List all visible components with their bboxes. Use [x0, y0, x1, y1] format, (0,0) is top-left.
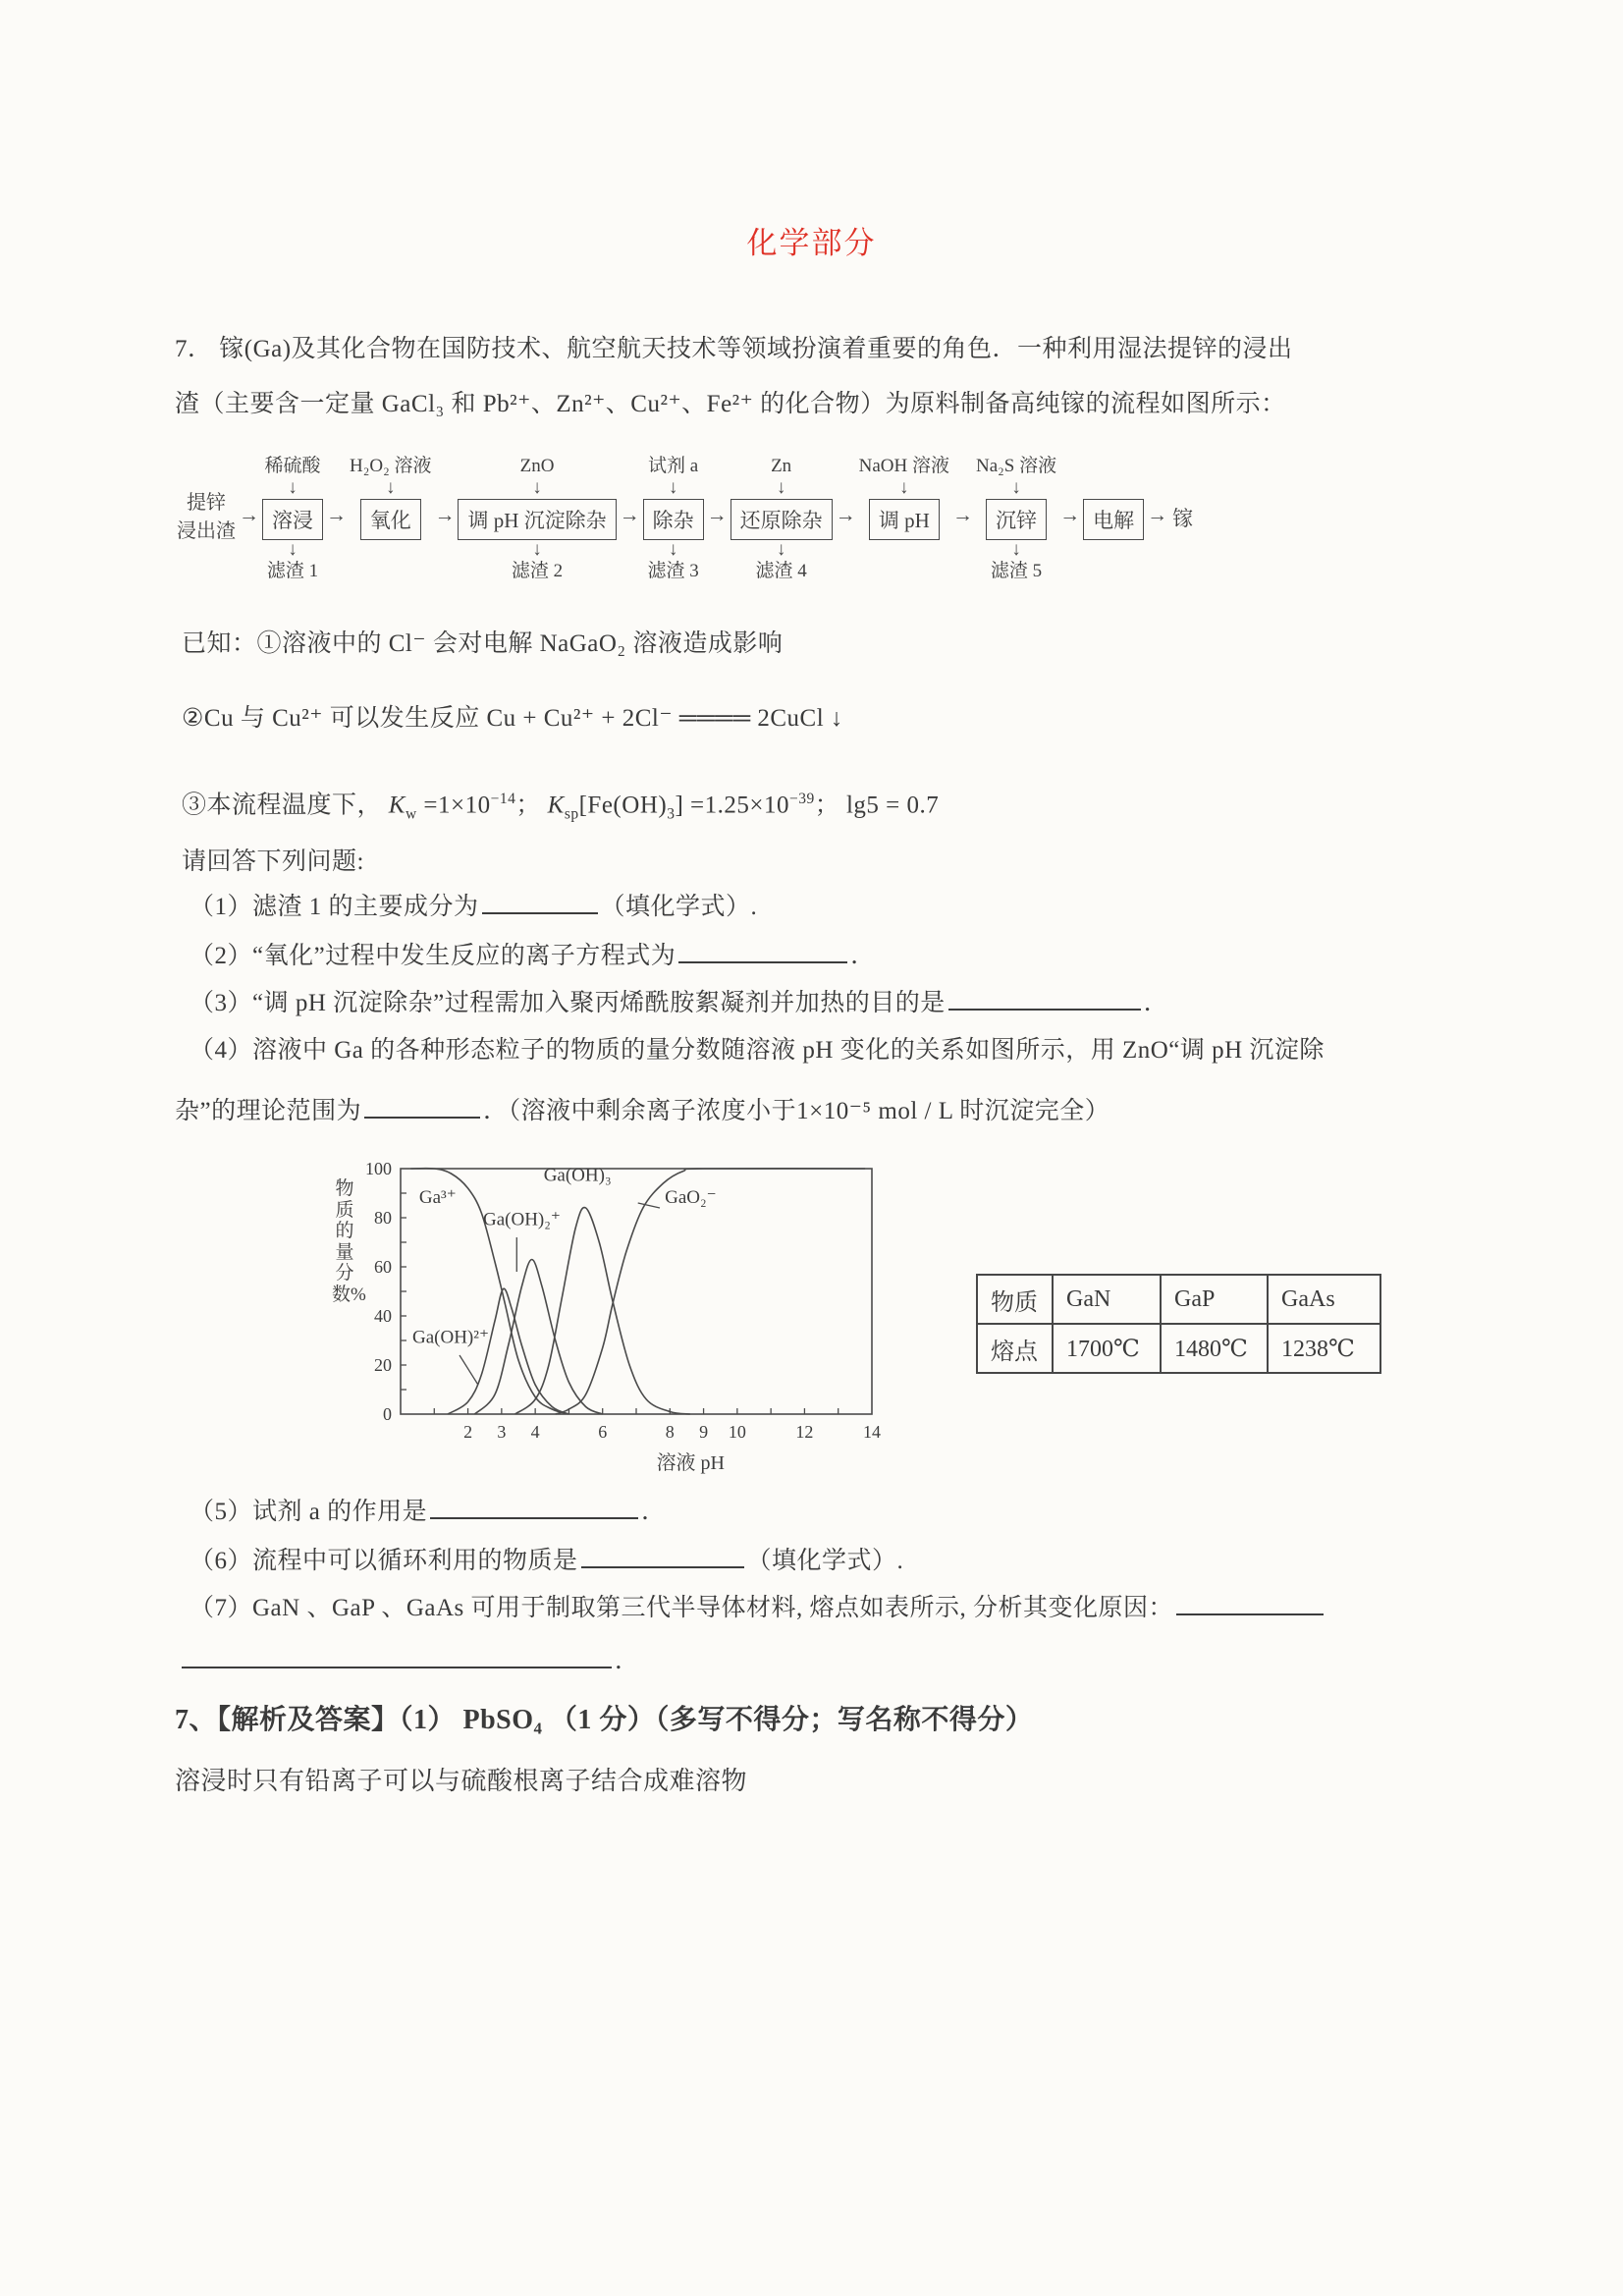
- flow-stage: [458, 440, 616, 597]
- down-arrow-icon: ↓: [776, 539, 786, 560]
- down-arrow-icon: ↓: [288, 539, 298, 560]
- flow-arrow-icon: →: [835, 503, 856, 526]
- ph-distribution-chart: [324, 1157, 972, 1491]
- flow-step-box: 调 pH 沉淀除杂: [458, 499, 616, 540]
- flow-arrow-icon: →: [619, 503, 640, 526]
- flow-stage: [262, 440, 323, 597]
- flow-step-box: 电解: [1083, 499, 1144, 540]
- down-arrow-icon: ↓: [1011, 539, 1021, 560]
- melting-table-cell: 物质: [977, 1275, 1053, 1324]
- flow-input-label: 试剂 a: [648, 456, 699, 477]
- melting-table-cell: 1700℃: [1053, 1324, 1161, 1373]
- flow-step-box: 除杂: [643, 499, 704, 540]
- question-1-text: （1）滤渣 1 的主要成分为: [189, 894, 479, 920]
- down-arrow-icon: ↓: [288, 477, 298, 498]
- question-2-tail: ．: [850, 943, 876, 969]
- question-4-text: 杂”的理论范围为: [175, 1098, 362, 1124]
- known-line3: ③本流程温度下， $K_w =1\times 10^{-14}$； $K_{sp}[Fe(OH)_3] =1.25\times 10^{-39}$； lg5 = 0.7: [182, 791, 940, 823]
- question-4-line2: [175, 1096, 1109, 1127]
- question-5-text: （5）试剂 a 的作用是: [189, 1499, 428, 1525]
- down-arrow-icon: ↓: [532, 477, 542, 498]
- flow-stage: [730, 440, 833, 597]
- flow-source-label: 提锌 浸出渣: [177, 492, 236, 542]
- down-arrow-icon: ↓: [668, 539, 678, 560]
- y-tick-label: 100: [365, 1159, 392, 1178]
- flow-stage: [976, 440, 1056, 597]
- answer-heading-line: 7、【解析及答案】（1） PbSO₄ （1 分）（多写不得分；写名称不得分）: [175, 1705, 1034, 1735]
- down-arrow-icon: ↓: [385, 477, 396, 498]
- y-tick-label: 60: [374, 1257, 392, 1277]
- flow-arrow-icon: →: [1059, 503, 1081, 526]
- flow-arrow-icon: →: [951, 503, 973, 526]
- flow-residue-label: 滤渣 2: [511, 561, 564, 581]
- curve-label: Ga(OH)₃: [543, 1165, 612, 1186]
- answer-explanation-line: 溶浸时只有铅离子可以与硫酸根离子结合成难溶物: [175, 1767, 748, 1795]
- melting-table-cell: GaN: [1053, 1275, 1161, 1324]
- flow-residue-label: 滤渣 3: [647, 561, 699, 581]
- answer-blank-4: [364, 1113, 480, 1119]
- question-1: [189, 892, 757, 923]
- answer-blank-3: [948, 1005, 1141, 1011]
- question-6: [189, 1546, 903, 1577]
- answer-prompt: 请回答下列问题:: [182, 848, 364, 875]
- curve-label: GaO₂⁻: [665, 1187, 717, 1208]
- known-line2: ②Cu 与 Cu²⁺ 可以发生反应 Cu + Cu²⁺ + 2Cl⁻ ════ 2CuCl ↓: [182, 705, 843, 732]
- melting-table-cell: GaAs: [1268, 1275, 1380, 1324]
- label-pointer-line: [460, 1355, 478, 1385]
- question-4-note: ．（溶液中剩余离子浓度小于1×10⁻⁵ mol / L 时沉淀完全）: [483, 1098, 1110, 1124]
- flow-residue-label: 滤渣 1: [266, 561, 319, 581]
- plot-frame: [401, 1169, 872, 1414]
- flow-arrow-icon: →: [326, 503, 347, 526]
- question-1-hint: （填化学式）.: [600, 894, 758, 920]
- melting-table-cell: 熔点: [977, 1324, 1053, 1373]
- question-intro-line1: 7． 镓(Ga)及其化合物在国防技术、航空航天技术等领域扮演着重要的角色．一种利用湿法提锌的浸出: [175, 336, 1293, 362]
- down-arrow-icon: ↓: [668, 477, 678, 498]
- curve-label: Ga(OH)²⁺: [412, 1327, 489, 1348]
- flow-stage: [859, 440, 949, 597]
- x-tick-label: 8: [665, 1422, 675, 1442]
- curve-label: Ga(OH)₂⁺: [483, 1209, 561, 1230]
- question-2-text: （2）“氧化”过程中发生反应的离子方程式为: [189, 943, 676, 969]
- flow-stage: [1083, 440, 1144, 597]
- flow-arrow-icon: →: [1147, 503, 1168, 526]
- question-7-text: （7）GaN 、GaP 、GaAs 可用于制取第三代半导体材料, 熔点如表所示, 分析其变化原因：: [189, 1595, 1174, 1621]
- x-axis-label: 溶液 pH: [656, 1452, 726, 1474]
- x-tick-label: 3: [497, 1422, 507, 1442]
- down-arrow-icon: ↓: [532, 539, 542, 560]
- question-5: [189, 1497, 667, 1528]
- question-intro-line2: 渣（主要含一定量 GaCl₃ 和 Pb²⁺、Zn²⁺、Cu²⁺、Fe²⁺ 的化合物）为原料制备高纯镓的流程如图所示：: [175, 391, 1286, 417]
- question-6-text: （6）流程中可以循环利用的物质是: [189, 1548, 578, 1574]
- curve-label: Ga³⁺: [418, 1187, 457, 1208]
- question-4-line1: （4）溶液中 Ga 的各种形态粒子的物质的量分数随溶液 pH 变化的关系如图所示，用 ZnO“调 pH 沉淀除: [189, 1037, 1325, 1064]
- flow-input-label: Zn: [771, 456, 792, 477]
- flow-step-box: 调 pH: [869, 499, 940, 540]
- flow-input-label: 稀硫酸: [264, 456, 321, 477]
- melting-table-cell: 1480℃: [1161, 1324, 1268, 1373]
- answer-blank-6: [581, 1562, 744, 1568]
- x-tick-label: 12: [795, 1422, 814, 1442]
- question-3-tail: ．: [1143, 990, 1169, 1016]
- flow-step-box: 沉锌: [986, 499, 1047, 540]
- curve-Ga(OH)3: [515, 1208, 690, 1414]
- curve-Ga(OH)2+: [448, 1288, 568, 1414]
- y-axis-label: 物质的量分数%: [332, 1178, 366, 1305]
- down-arrow-icon: ↓: [776, 477, 786, 498]
- flow-step-box: 氧化: [360, 499, 421, 540]
- melting-table-cell: GaP: [1161, 1275, 1268, 1324]
- question-5-tail: ．: [641, 1499, 667, 1525]
- flow-input-label: Na₂S 溶液: [975, 456, 1057, 477]
- melting-table-cell: 1238℃: [1268, 1324, 1380, 1373]
- ph-distribution-chart-svg: [324, 1157, 972, 1491]
- question-7-tail: ．: [615, 1648, 640, 1674]
- flow-step-box: 溶浸: [262, 499, 323, 540]
- flow-residue-label: 滤渣 4: [755, 561, 807, 581]
- question-7: [189, 1593, 1326, 1624]
- page-title: 化学部分: [746, 226, 877, 260]
- flow-step-box: 还原除杂: [730, 499, 833, 540]
- y-tick-label: 20: [374, 1355, 392, 1375]
- x-tick-label: 6: [598, 1422, 608, 1442]
- flow-arrow-icon: →: [239, 503, 259, 526]
- flow-arrow-icon: →: [706, 503, 728, 526]
- question-7-line2: [182, 1646, 640, 1677]
- question-6-hint: （填化学式）.: [746, 1548, 904, 1574]
- flow-input-label: ZnO: [519, 456, 555, 477]
- y-tick-label: 0: [383, 1404, 392, 1424]
- flow-input-label: NaOH 溶液: [858, 456, 949, 477]
- label-pointer-line: [638, 1203, 660, 1208]
- down-arrow-icon: ↓: [899, 477, 909, 498]
- flow-stage: [643, 440, 704, 597]
- known-line1: 已知：①溶液中的 Cl⁻ 会对电解 NaGaO₂ 溶液造成影响: [182, 630, 784, 657]
- x-tick-label: 10: [728, 1422, 746, 1442]
- melting-point-table: [976, 1274, 1381, 1374]
- answer-blank-5: [430, 1513, 638, 1519]
- flow-arrow-icon: →: [434, 503, 456, 526]
- answer-blank-7a: [1176, 1610, 1324, 1615]
- flow-product-label: 镓: [1172, 507, 1194, 530]
- down-arrow-icon: ↓: [1011, 477, 1021, 498]
- flow-residue-label: 滤渣 5: [990, 561, 1043, 581]
- question-3-text: （3）“调 pH 沉淀除杂”过程需加入聚丙烯酰胺絮凝剂并加热的目的是: [189, 990, 946, 1016]
- question-3: [189, 988, 1168, 1019]
- answer-blank-2: [678, 957, 847, 963]
- x-tick-label: 14: [863, 1422, 881, 1442]
- x-tick-label: 2: [463, 1422, 473, 1442]
- process-flowchart: [177, 440, 1316, 597]
- answer-blank-1: [482, 908, 598, 914]
- answer-blank-7b: [182, 1663, 612, 1668]
- y-tick-label: 40: [374, 1306, 392, 1326]
- y-tick-label: 80: [374, 1208, 392, 1228]
- flow-input-label: H₂O₂ 溶液: [350, 456, 432, 477]
- flow-stage: [350, 440, 431, 597]
- x-tick-label: 4: [530, 1422, 540, 1442]
- question-2: [189, 941, 876, 972]
- x-tick-label: 9: [699, 1422, 709, 1442]
